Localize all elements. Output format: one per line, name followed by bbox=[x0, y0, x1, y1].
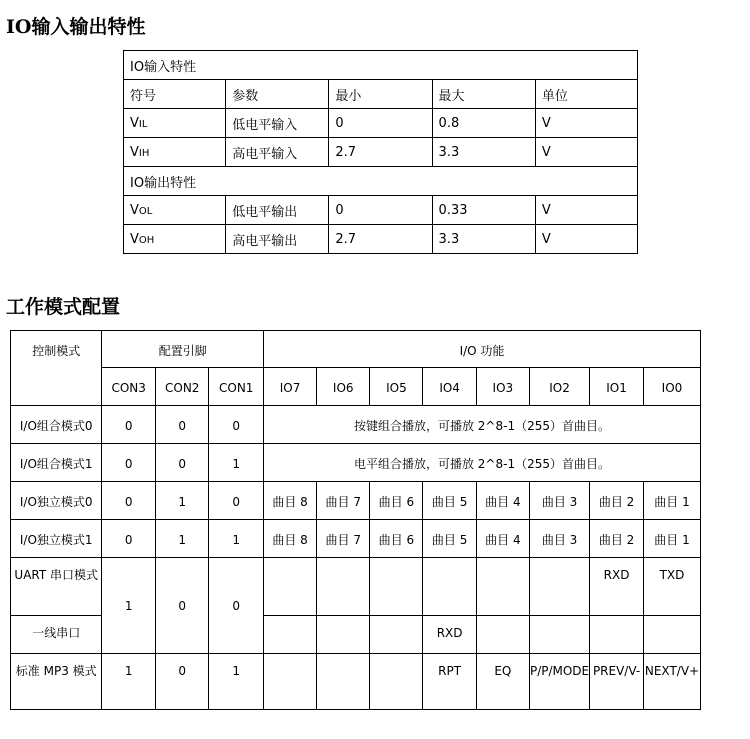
io-cell: 曲目 5 bbox=[423, 482, 476, 520]
io-cell bbox=[423, 558, 476, 616]
header-max: 最大 bbox=[432, 80, 535, 109]
mode-name-cell: I/O独立模式0 bbox=[11, 482, 102, 520]
io-cell bbox=[317, 654, 370, 710]
table-row bbox=[124, 138, 638, 167]
min-cell: 0 bbox=[329, 109, 432, 138]
table-row bbox=[11, 520, 701, 558]
io-cell bbox=[263, 558, 316, 616]
io-cell: EQ bbox=[476, 654, 529, 710]
table-row bbox=[11, 654, 701, 710]
header-io-function: I/O 功能 bbox=[263, 331, 700, 368]
mode-name-cell: I/O组合模式0 bbox=[11, 406, 102, 444]
con-cell: 0 bbox=[155, 654, 209, 710]
max-cell: 3.3 bbox=[432, 138, 535, 167]
mode-name-cell: 标准 MP3 模式 bbox=[11, 654, 102, 710]
header-con1: CON1 bbox=[209, 368, 263, 406]
unit-cell: V bbox=[535, 138, 637, 167]
header-control-mode: 控制模式 bbox=[11, 331, 102, 406]
io-cell: 曲目 1 bbox=[643, 482, 700, 520]
parameter-cell: 高电平输入 bbox=[226, 138, 329, 167]
con-cell: 0 bbox=[209, 558, 263, 654]
header-config-pins: 配置引脚 bbox=[102, 331, 264, 368]
table-row bbox=[124, 167, 638, 196]
mode-name-cell: I/O独立模式1 bbox=[11, 520, 102, 558]
io-cell: 曲目 2 bbox=[590, 482, 644, 520]
io-characteristics-table bbox=[123, 50, 638, 254]
io-cell bbox=[529, 558, 589, 616]
table-header-row bbox=[11, 331, 701, 368]
work-mode-heading: 工作模式配置 bbox=[6, 296, 121, 318]
table-row bbox=[11, 444, 701, 482]
io-cell: PREV/V- bbox=[590, 654, 644, 710]
output-section-title: IO输出特性 bbox=[124, 167, 638, 196]
io-cell: 曲目 3 bbox=[529, 482, 589, 520]
io-cell: 曲目 2 bbox=[590, 520, 644, 558]
io-cell bbox=[476, 616, 529, 654]
max-cell: 0.33 bbox=[432, 196, 535, 225]
table-header-row bbox=[124, 80, 638, 109]
header-io0: IO0 bbox=[643, 368, 700, 406]
io-cell bbox=[370, 654, 423, 710]
io-cell: 曲目 3 bbox=[529, 520, 589, 558]
io-cell bbox=[370, 558, 423, 616]
header-con2: CON2 bbox=[155, 368, 209, 406]
io-cell bbox=[370, 616, 423, 654]
work-mode-table bbox=[10, 330, 701, 710]
io-cell: 曲目 6 bbox=[370, 482, 423, 520]
table-row bbox=[11, 482, 701, 520]
table-row bbox=[124, 109, 638, 138]
io-cell: 曲目 8 bbox=[263, 482, 316, 520]
min-cell: 0 bbox=[329, 196, 432, 225]
unit-cell: V bbox=[535, 225, 637, 254]
con-cell: 1 bbox=[102, 558, 156, 654]
header-io2: IO2 bbox=[529, 368, 589, 406]
con-cell: 1 bbox=[155, 520, 209, 558]
header-io1: IO1 bbox=[590, 368, 644, 406]
con-cell: 1 bbox=[155, 482, 209, 520]
io-cell: RXD bbox=[423, 616, 476, 654]
min-cell: 2.7 bbox=[329, 138, 432, 167]
io-cell: 曲目 7 bbox=[317, 520, 370, 558]
mode-name-cell: I/O组合模式1 bbox=[11, 444, 102, 482]
io-cell bbox=[263, 654, 316, 710]
io-function-cell: 电平组合播放，可播放 2^8-1（255）首曲目。 bbox=[263, 444, 700, 482]
con-cell: 0 bbox=[155, 406, 209, 444]
symbol-cell: VOH bbox=[124, 225, 226, 254]
con-cell: 1 bbox=[209, 654, 263, 710]
io-cell bbox=[643, 616, 700, 654]
header-io5: IO5 bbox=[370, 368, 423, 406]
header-io4: IO4 bbox=[423, 368, 476, 406]
max-cell: 0.8 bbox=[432, 109, 535, 138]
header-io6: IO6 bbox=[317, 368, 370, 406]
table-row bbox=[124, 196, 638, 225]
io-cell: 曲目 4 bbox=[476, 520, 529, 558]
io-cell: 曲目 6 bbox=[370, 520, 423, 558]
con-cell: 0 bbox=[102, 520, 156, 558]
max-cell: 3.3 bbox=[432, 225, 535, 254]
con-cell: 1 bbox=[209, 444, 263, 482]
input-section-title: IO输入特性 bbox=[124, 51, 638, 80]
con-cell: 1 bbox=[209, 520, 263, 558]
unit-cell: V bbox=[535, 109, 637, 138]
io-function-cell: 按键组合播放，可播放 2^8-1（255）首曲目。 bbox=[263, 406, 700, 444]
io-cell: TXD bbox=[643, 558, 700, 616]
table-header-row bbox=[11, 368, 701, 406]
header-min: 最小 bbox=[329, 80, 432, 109]
io-characteristics-heading: IO输入输出特性 bbox=[6, 16, 146, 38]
con-cell: 0 bbox=[209, 482, 263, 520]
io-cell: RXD bbox=[590, 558, 644, 616]
table-row bbox=[124, 225, 638, 254]
io-cell: 曲目 1 bbox=[643, 520, 700, 558]
table-row bbox=[124, 51, 638, 80]
header-unit: 单位 bbox=[535, 80, 637, 109]
con-cell: 0 bbox=[155, 444, 209, 482]
header-io7: IO7 bbox=[263, 368, 316, 406]
io-cell bbox=[317, 558, 370, 616]
con-cell: 0 bbox=[102, 406, 156, 444]
header-symbol: 符号 bbox=[124, 80, 226, 109]
con-cell: 0 bbox=[155, 558, 209, 654]
symbol-cell: VIH bbox=[124, 138, 226, 167]
con-cell: 0 bbox=[102, 482, 156, 520]
table-row bbox=[11, 558, 701, 616]
con-cell: 0 bbox=[209, 406, 263, 444]
unit-cell: V bbox=[535, 196, 637, 225]
io-cell: NEXT/V+ bbox=[643, 654, 700, 710]
parameter-cell: 高电平输出 bbox=[226, 225, 329, 254]
table-row bbox=[11, 406, 701, 444]
io-cell bbox=[476, 558, 529, 616]
symbol-cell: VOL bbox=[124, 196, 226, 225]
con-cell: 1 bbox=[102, 654, 156, 710]
header-io3: IO3 bbox=[476, 368, 529, 406]
header-con3: CON3 bbox=[102, 368, 156, 406]
io-cell: 曲目 7 bbox=[317, 482, 370, 520]
parameter-cell: 低电平输出 bbox=[226, 196, 329, 225]
mode-name-cell: 一线串口 bbox=[11, 616, 102, 654]
parameter-cell: 低电平输入 bbox=[226, 109, 329, 138]
io-cell bbox=[263, 616, 316, 654]
header-parameter: 参数 bbox=[226, 80, 329, 109]
io-cell: RPT bbox=[423, 654, 476, 710]
io-cell: 曲目 4 bbox=[476, 482, 529, 520]
min-cell: 2.7 bbox=[329, 225, 432, 254]
io-cell bbox=[590, 616, 644, 654]
mode-name-cell: UART 串口模式 bbox=[11, 558, 102, 616]
io-cell: 曲目 5 bbox=[423, 520, 476, 558]
io-cell bbox=[317, 616, 370, 654]
io-cell bbox=[529, 616, 589, 654]
symbol-cell: VIL bbox=[124, 109, 226, 138]
con-cell: 0 bbox=[102, 444, 156, 482]
io-cell: 曲目 8 bbox=[263, 520, 316, 558]
io-cell: P/P/MODE bbox=[529, 654, 589, 710]
